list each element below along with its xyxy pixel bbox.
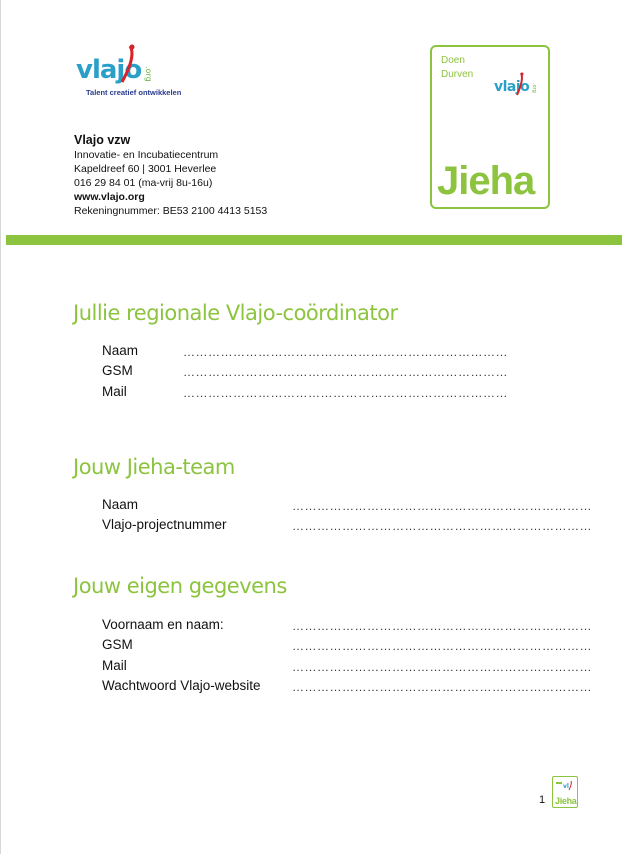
- coordinator-name-label: Naam: [102, 343, 139, 358]
- personal-mail-field[interactable]: ………………………………………………………………: [292, 660, 592, 674]
- badge-tagline: [441, 54, 473, 82]
- coordinator-gsm-label: GSM: [102, 363, 133, 378]
- page-number: 1: [539, 794, 546, 806]
- footer-mini-logo-icon: [554, 779, 578, 793]
- coordinator-heading: Jullie regionale Vlajo-coördinator: [73, 301, 398, 325]
- personal-heading: Jouw eigen gegevens: [73, 574, 287, 598]
- logo-wordmark: vlajo: [76, 55, 142, 85]
- coordinator-mail-label: Mail: [102, 384, 127, 399]
- personal-gsm-field[interactable]: ………………………………………………………………: [292, 639, 592, 653]
- vlajo-mini-logo-icon: [492, 71, 544, 101]
- badge-title: Jieha: [437, 159, 535, 203]
- org-account: Rekeningnummer: BE53 2100 4413 5153: [74, 205, 268, 217]
- org-info: [74, 132, 267, 218]
- org-phone: 016 29 84 01 (ma-vrij 8u-16u): [74, 177, 213, 189]
- svg-text:.org: .org: [531, 83, 537, 93]
- coordinator-name-field[interactable]: ……………………………………………………………………: [183, 345, 508, 359]
- page-edge: [0, 0, 1, 854]
- team-name-field[interactable]: ………………………………………………………………: [292, 499, 592, 513]
- org-name: Vlajo vzw: [74, 133, 131, 147]
- team-project-label: Vlajo-projectnummer: [102, 517, 227, 532]
- org-website: www.vlajo.org: [74, 191, 145, 203]
- team-heading: Jouw Jieha-team: [73, 455, 235, 479]
- personal-gsm-label: GSM: [102, 637, 133, 652]
- badge-line-1: Doen: [441, 55, 465, 66]
- personal-fullname-label: Voornaam en naam:: [102, 617, 224, 632]
- logo-suffix: .org: [144, 66, 153, 82]
- jieha-badge: [430, 45, 550, 209]
- org-line-1: Innovatie- en Incubatiecentrum: [74, 149, 219, 161]
- coordinator-mail-field[interactable]: ……………………………………………………………………: [183, 386, 508, 400]
- team-name-label: Naam: [102, 497, 139, 512]
- org-address: Kapeldreef 60 | 3001 Heverlee: [74, 163, 217, 175]
- personal-password-label: Wachtwoord Vlajo-website: [102, 678, 261, 693]
- footer-badge-title: Jieha: [555, 796, 577, 806]
- header-divider: [6, 235, 622, 245]
- personal-password-field[interactable]: ………………………………………………………………: [292, 680, 592, 694]
- personal-fullname-field[interactable]: ………………………………………………………………: [292, 619, 592, 633]
- logo-tagline: Talent creatief ontwikkelen: [86, 88, 182, 97]
- personal-mail-label: Mail: [102, 658, 127, 673]
- vlajo-logo: [74, 42, 194, 102]
- badge-line-2: Durven: [441, 69, 474, 80]
- coordinator-gsm-field[interactable]: ……………………………………………………………………: [183, 365, 508, 379]
- team-project-field[interactable]: ………………………………………………………………: [292, 519, 592, 533]
- svg-text:vl: vl: [563, 783, 569, 790]
- svg-text:vlajo: vlajo: [494, 79, 530, 95]
- footer-jieha-badge: [552, 776, 578, 808]
- vlajo-logo-icon: [74, 42, 194, 92]
